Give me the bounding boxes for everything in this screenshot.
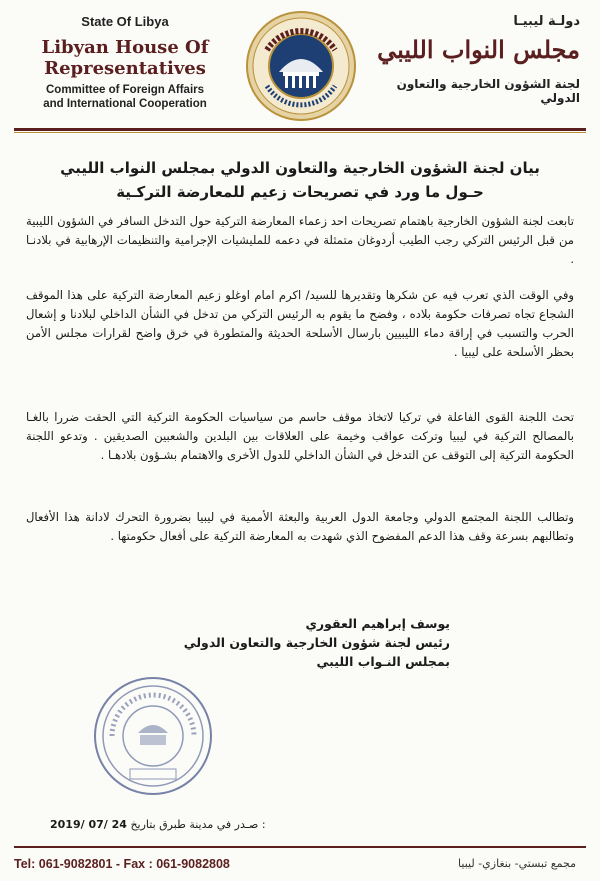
signatory-title: رئيس لجنة شؤون الخارجية والتعاون الدولي bbox=[183, 635, 450, 650]
state-label-en: State Of Libya bbox=[81, 14, 169, 29]
state-label-ar: دولـة ليبيـا bbox=[513, 14, 580, 29]
letterhead-arabic bbox=[360, 14, 580, 105]
signature-block bbox=[150, 614, 450, 671]
issue-line bbox=[50, 818, 510, 831]
body-paragraph-2: وفي الوقت الذي تعرب فيه عن شكرها وتقديرها للسيد/ اكرم امام اوغلو زعيم المعارضة التركية على هذا الموقف الشجاع تجاه تصرفات حكومة بلاده ، وفضح ما يقوم به الرئيس التركي من تدخل في الشأن الداخلي لبلادنا و إشعال الحرب والتسبب في إراقة دماء الليبيين بارسال الأسلحة الحديثة والمتطورة في خرق واضح لقرارات مجلس الأمن بحظر الأسلحة على ليبيا . bbox=[26, 288, 574, 359]
header-divider-accent bbox=[14, 132, 586, 133]
letterhead-english bbox=[30, 14, 220, 111]
signatory-name: يوسف إبراهيم العقوري bbox=[305, 616, 450, 631]
parliament-emblem-logo bbox=[245, 10, 357, 122]
statement-title bbox=[40, 156, 560, 204]
body-paragraph-3: تحث اللجنة القوى الفاعلة في تركيا لاتخاذ موقف حاسم من سياسيات الحكومة التركية التي الحقت ضررا بالغـا بالمصالح التركية في ليبيا وتركت عواقب وخيمة على العلاقات بين البلدين والشعبين الصديقين . وتدعو اللجنة الحكومة التركية إلى التوقف عن التدخل في الشأن الداخلي للدول الأخرى والاهتمام بشـؤون بلادهـا . bbox=[26, 410, 574, 462]
committee-name-en-line1: Committee of Foreign Affairs bbox=[45, 84, 205, 96]
statement-title-line2: حـول ما ورد في تصريحات زعيم للمعارضة التركـية bbox=[116, 183, 484, 201]
issue-place: صـدر في مدينة طبرق بتاريخ : bbox=[130, 818, 266, 831]
statement-title-line1: بيان لجنة الشؤون الخارجية والتعاون الدولي بمجلس النواب الليبي bbox=[60, 159, 540, 177]
footer-divider bbox=[14, 846, 586, 848]
header-divider bbox=[14, 128, 586, 131]
house-name-en-line2: Representatives bbox=[44, 58, 206, 79]
committee-name-ar: لجنة الشؤون الخارجية والتعاون الدولي bbox=[396, 77, 580, 105]
body-paragraph-1: تابعت لجنة الشؤون الخارجية باهتمام تصريحات احد زعماء المعارضة التركية حول التدخل السافر في الشؤون الليبية من قبل الرئيس التركي رجب الطيب أردوغان متمثلة في دعمه للمليشيات الإجرامية والتنظيمات الإرهابية في بلادنـا . bbox=[26, 214, 574, 266]
house-name-ar: مجلس النواب الليبي bbox=[377, 35, 580, 64]
committee-name-en bbox=[30, 83, 220, 111]
footer-contact: Tel: 061-9082801 - Fax : 061-9082808 bbox=[14, 857, 230, 871]
issue-date: 2019/ 07/ 24 bbox=[50, 818, 127, 831]
footer-address: مجمع تبستي- بنغازي- ليبيا bbox=[458, 857, 576, 870]
body-paragraph-4: وتطالب اللجنة المجتمع الدولي وجامعة الدول العربية والبعثة الأممية في ليبيا بضرورة التحرك لادانة هذا الأفعال وتطالبهم بسرعة وقف هذا الدعم المفضوح الذي شهدت به المعارضة التركية على أفعال حكومتها . bbox=[26, 510, 574, 543]
house-name-en bbox=[30, 37, 220, 79]
signatory-body: بمجلس النـواب الليبي bbox=[316, 654, 450, 669]
house-name-en-line1: Libyan House Of bbox=[41, 37, 209, 58]
committee-name-en-line2: and International Cooperation bbox=[43, 98, 207, 110]
official-stamp-seal bbox=[92, 675, 214, 797]
